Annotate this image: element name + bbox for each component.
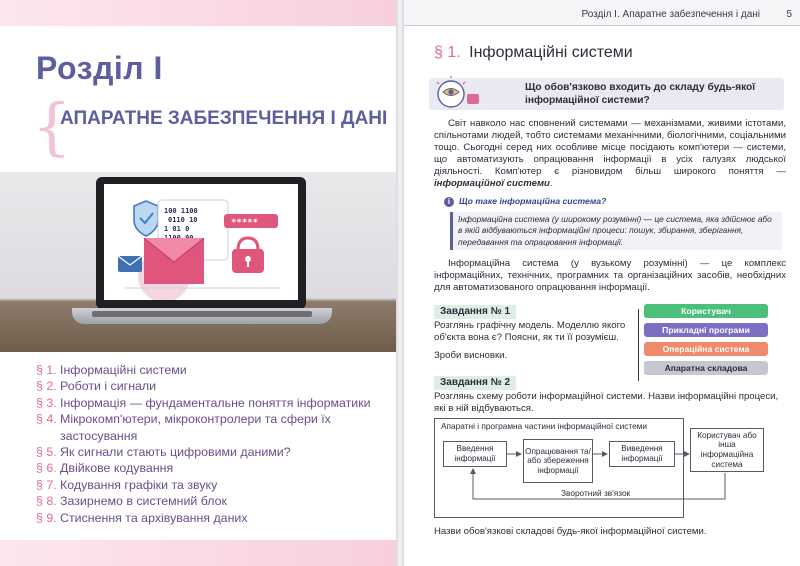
task-2-label: Завдання № 2 xyxy=(434,376,516,390)
laptop-keyboard xyxy=(92,311,312,317)
decorative-bottom-band xyxy=(0,540,398,566)
running-title: Розділ І. Апаратне забезпечення і дані xyxy=(581,9,760,20)
password-mask: ***** xyxy=(231,218,259,228)
decorative-top-band xyxy=(0,0,398,26)
diagram-title: Апаратні і програмна частини інформаційної системи xyxy=(441,421,648,431)
toc-item[interactable] xyxy=(36,395,386,411)
running-head xyxy=(404,0,800,26)
toc-number: § 2. xyxy=(36,379,57,394)
binary-line: 1 01 0 xyxy=(164,225,190,233)
definition-box xyxy=(450,212,782,250)
definition-accent-bar xyxy=(450,212,453,250)
key-question-text: Що обов'язково входить до складу будь-якої інформаційної системи? xyxy=(525,82,756,106)
toc-number: § 7. xyxy=(36,477,57,492)
definition-rest: — це система, яка здійснює або в якій відбуваються інформаційні процеси: пошук, збирання, зберігання, передавання та опрацювання інформації. xyxy=(458,214,772,247)
definition-text xyxy=(458,214,776,248)
toc-number: § 4. xyxy=(36,412,57,427)
section-title: Розділ І xyxy=(36,50,163,86)
task-1-label: Завдання № 1 xyxy=(434,305,516,319)
sub-question-text: Що таке інформаційна система? xyxy=(459,196,607,206)
processing-box: Опрацювання та/або збереження інформації xyxy=(523,439,593,483)
toc-item[interactable] xyxy=(36,493,386,509)
table-of-contents xyxy=(36,362,386,526)
key-question-box xyxy=(429,78,784,110)
laptop-screen xyxy=(104,184,298,300)
toc-text: Стиснення та архівування даних xyxy=(60,510,248,525)
security-illustration xyxy=(104,184,298,300)
key-question-icon xyxy=(435,76,485,112)
paragraph-number: § 1. xyxy=(434,44,461,61)
decorative-brace: { xyxy=(32,90,72,163)
toc-text: Інформаційні системи xyxy=(60,363,187,377)
definition-term: Інформаційна система (у широкому розумінні) xyxy=(458,214,642,224)
toc-item[interactable] xyxy=(36,378,386,394)
toc-text: Кодування графіки та звуку xyxy=(60,477,218,492)
toc-item[interactable] xyxy=(36,362,386,378)
layer-user: Користувач xyxy=(644,304,768,318)
toc-text: Роботи і сигнали xyxy=(60,379,157,394)
toc-item[interactable] xyxy=(36,510,386,526)
sub-question xyxy=(444,196,606,207)
toc-number: § 5. xyxy=(36,445,57,460)
toc-text: Зазирнемо в системний блок xyxy=(60,494,227,509)
information-system-diagram xyxy=(434,418,684,518)
user-box: Користувач або інша інформаційна система xyxy=(690,428,764,472)
section-subtitle: АПАРАТНЕ ЗАБЕЗПЕЧЕННЯ І ДАНІ xyxy=(60,108,388,129)
intro-paragraph xyxy=(434,118,786,191)
toc-number: § 8. xyxy=(36,494,57,509)
envelope-icon xyxy=(118,238,204,284)
system-layers-model xyxy=(644,304,768,380)
final-question: Назви обов'язкові складові будь-якої інформаційної системи. xyxy=(434,526,707,537)
task-2-text: Розглянь схему роботи інформаційної системи. Назви інформаційні процеси, які в ній відбуваються. xyxy=(434,391,779,414)
layer-applications: Прикладні програми xyxy=(644,323,768,337)
left-page xyxy=(0,0,398,566)
output-box: Виведення інформації xyxy=(609,441,675,467)
toc-text: Інформація — фундаментальне поняття інформатики xyxy=(60,395,371,410)
shield-check-icon xyxy=(134,201,158,236)
toc-text: Як сигнали стають цифровими даними? xyxy=(60,445,291,460)
laptop-illustration xyxy=(0,172,398,352)
intro-term: інформаційної системи xyxy=(434,178,550,190)
toc-number: § 3. xyxy=(36,395,57,410)
toc-item[interactable] xyxy=(36,477,386,493)
toc-item[interactable] xyxy=(36,444,386,460)
feedback-label: Зворотний зв'язок xyxy=(561,488,631,498)
paragraph-title: Інформаційні системи xyxy=(469,44,633,61)
layers-bracket xyxy=(638,309,642,381)
intro-end: . xyxy=(549,178,553,190)
task-1-conclusion: Зроби висновки. xyxy=(434,350,508,361)
toc-item[interactable] xyxy=(36,411,386,444)
toc-item[interactable] xyxy=(36,460,386,476)
intro-text: Світ навколо нас сповнений системами — механізмами, живими істотами, спільнотами людей, тобто системами механічними, біологічними, соціальними тощо. Сьогодні серед них особливе місце посідають комп'ютери — системи, що автоматизують опрацювання інформації в усіх галузях людської діяльності. Комп'ютер є різновидом більш широкого поняття — xyxy=(434,118,786,178)
binary-line: 0110 10 xyxy=(168,216,198,224)
paragraph-heading xyxy=(434,44,633,62)
book-spine xyxy=(396,0,404,566)
right-page xyxy=(404,0,800,566)
toc-text: Мікрокомп'ютери, мікроконтролери та сфери їх застосування xyxy=(60,412,331,443)
toc-number: § 6. xyxy=(36,461,57,476)
narrow-definition-paragraph: Інформаційна система (у вузькому розумінні) — це комплекс інформаційних, технічних, програмних та організаційних засобів, необхідних для автоматизованого опрацювання інформації. xyxy=(434,258,786,294)
layer-operating-system: Операційна система xyxy=(644,342,768,356)
toc-text: Двійкове кодування xyxy=(60,461,174,476)
password-field-icon xyxy=(224,214,278,228)
page-number: 5 xyxy=(786,9,792,20)
input-box: Введення інформації xyxy=(443,441,507,467)
layer-hardware: Апаратна складова xyxy=(644,361,768,375)
binary-line: 100 1100 xyxy=(164,207,198,215)
task-1-text: Розглянь графічну модель. Моделлю якого об'єкта вона є? Поясни, як ти її розумієш. xyxy=(434,320,626,343)
padlock-icon xyxy=(232,238,264,273)
toc-number: § 9. xyxy=(36,510,57,525)
info-icon: i xyxy=(444,197,454,207)
toc-number: § 1. xyxy=(36,363,57,377)
